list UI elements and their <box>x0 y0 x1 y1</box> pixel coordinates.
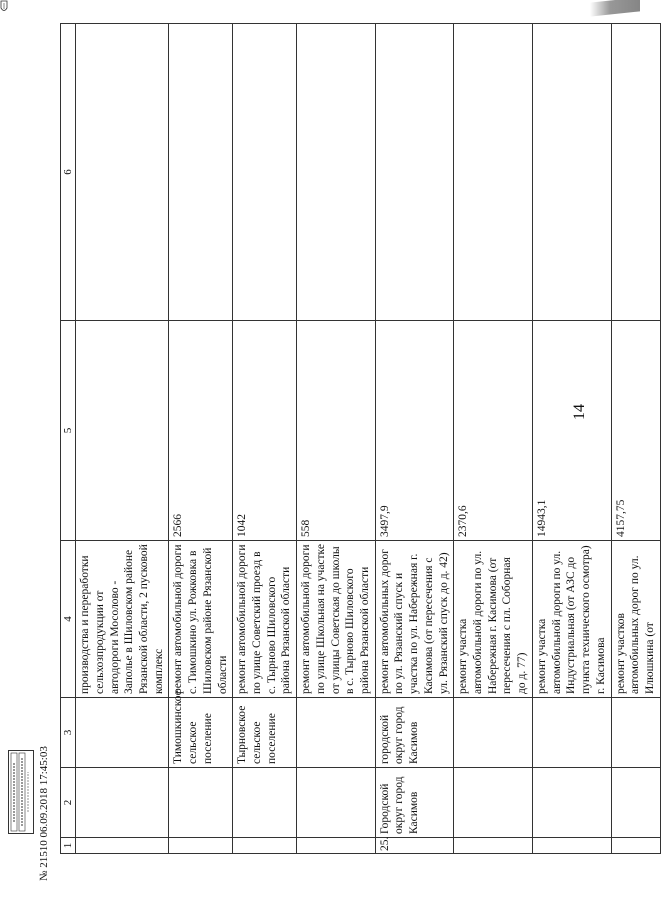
municipal-district <box>233 768 297 838</box>
note <box>233 24 297 321</box>
column-number-2: 2 <box>61 768 76 838</box>
column-number-3: 3 <box>61 698 76 768</box>
settlement: городской округ город Касимов <box>375 698 454 768</box>
row-number <box>454 838 533 854</box>
column-number-5: 5 <box>61 321 76 541</box>
government-stamp <box>8 750 32 832</box>
object-description: производства и переработки сельхозпродукции от автодороги Мосолово - Заполье в Шиловском районе Рязанской области, 2 пусковой комплекс <box>76 541 169 698</box>
column-number-1: 1 <box>61 838 76 854</box>
municipal-district <box>169 768 233 838</box>
municipal-district <box>611 768 660 838</box>
note <box>169 24 233 321</box>
note <box>76 24 169 321</box>
settlement <box>454 698 533 768</box>
amount: 3497,9 <box>375 321 454 541</box>
note <box>454 24 533 321</box>
amount: 1042 <box>233 321 297 541</box>
settlement <box>297 698 376 768</box>
amount: 14943,1 <box>532 321 611 541</box>
municipal-district <box>532 768 611 838</box>
object-description: ремонт автомобильной дороги по улице Советский проезд в с. Тырново Шиловского района Рязанской области <box>233 541 297 698</box>
row-number <box>233 838 297 854</box>
object-description: ремонт участков автомобильных дорог по ул. Илюшкина (от <box>611 541 660 698</box>
row-number <box>76 838 169 854</box>
settlement <box>532 698 611 768</box>
row-number: 25. <box>375 838 454 854</box>
row-number <box>611 838 660 854</box>
page-number: 14 <box>571 404 588 420</box>
object-description: ремонт автомобильных дорог по ул. Рязанский спуск и участка по ул. Набережная г. Касимова (от пересечения с ул. Рязанский спуск до д. 42) <box>375 541 454 698</box>
table-row <box>297 24 376 854</box>
table-row <box>611 24 660 854</box>
settlement <box>76 698 169 768</box>
table-row <box>169 24 233 854</box>
object-description: ремонт автомобильной дороги по улице Школьная на участке от улицы Советская до школы в с. Тырново Шиловского района Рязанской области <box>297 541 376 698</box>
table-row <box>76 24 169 854</box>
municipal-district <box>76 768 169 838</box>
registration-footer <box>32 746 50 883</box>
note <box>532 24 611 321</box>
row-number <box>532 838 611 854</box>
table-row <box>233 24 297 854</box>
scan-corner-mark <box>590 0 640 17</box>
note <box>611 24 660 321</box>
document-table-sheet <box>60 24 656 854</box>
registration-number: № 21510 06.09.2018 17:45:03 <box>38 746 50 881</box>
object-description: ремонт участка автомобильной дороги по ул. Набережная г. Касимова (от пересечения с пл. Соборная до д. 77) <box>454 541 533 698</box>
amount <box>76 321 169 541</box>
note <box>297 24 376 321</box>
settlement <box>611 698 660 768</box>
note <box>375 24 454 321</box>
column-number-4: 4 <box>61 541 76 698</box>
municipal-district <box>454 768 533 838</box>
object-description: ремонт автомобильной дороги с. Тимошкино ул. Рожковка в Шиловском районе Рязанской области <box>169 541 233 698</box>
coat-of-arms-icon <box>0 0 8 14</box>
settlement: Тимошкинское сельское поселение <box>169 698 233 768</box>
row-number <box>169 838 233 854</box>
table-row <box>532 24 611 854</box>
amount: 2566 <box>169 321 233 541</box>
table-row <box>454 24 533 854</box>
settlement: Тырновское сельское поселение <box>233 698 297 768</box>
stamp-graphic <box>9 752 31 832</box>
object-description: ремонт участка автомобильной дороги по ул. Индустриальная (от АЗС до пункта технического осмотра) г. Касимова <box>532 541 611 698</box>
roads-table <box>60 23 661 854</box>
table-row <box>375 24 454 854</box>
amount: 2370,6 <box>454 321 533 541</box>
municipal-district: Городской округ город Касимов <box>375 768 454 838</box>
amount: 4157,75 <box>611 321 660 541</box>
row-number <box>297 838 376 854</box>
amount: 558 <box>297 321 376 541</box>
municipal-district <box>297 768 376 838</box>
column-number-6: 6 <box>61 24 76 321</box>
stamp-box <box>8 750 34 834</box>
column-number-row <box>61 24 76 854</box>
